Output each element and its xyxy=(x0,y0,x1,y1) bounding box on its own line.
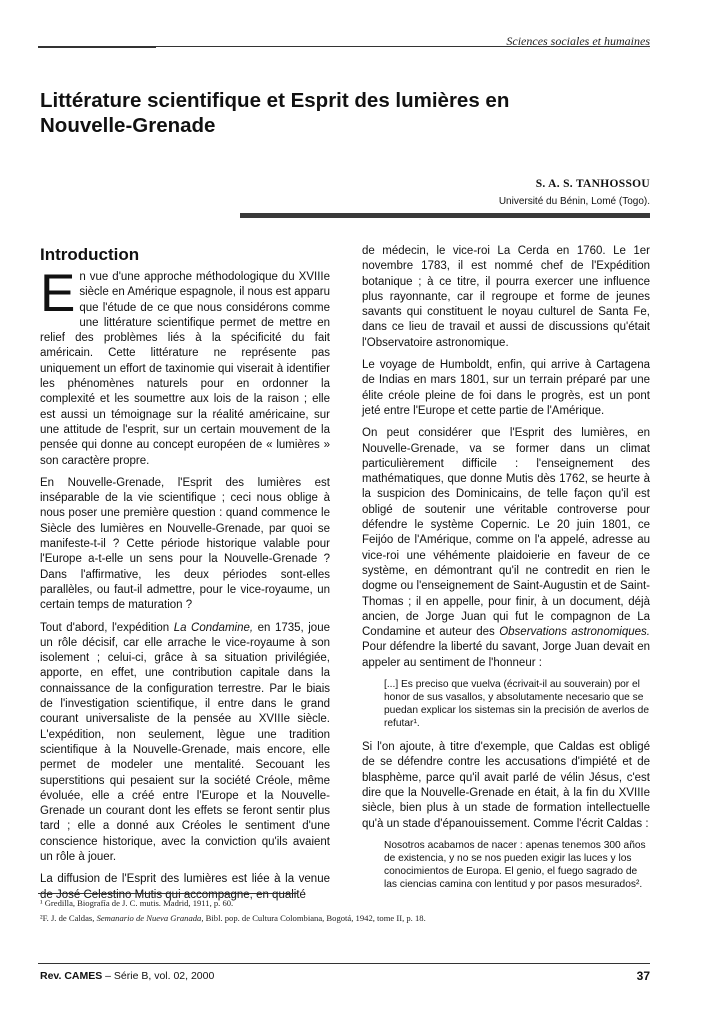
paragraph xyxy=(40,621,330,866)
paragraph-text: On peut considérer que l'Esprit des lumières, en Nouvelle-Grenade, va se former dans un climat particulièrement difficile : l'enseignement des mathématiques, que donne Mutis dès 1762, se heurte à la suspicion des Dominicains, de telle façon qu'il est obligé de soutenir une véritable controverse pour défendre le système Copernic. Le 20 juin 1801, ce Feijóo de l'Amérique, comme on l'a appelé, adresse au vice-roi une véhémente plaidoierie en faveur de ce système, en démontrant qu'il ne contredit en rien le dogme ou l'enseignement de Saint-Augustin et de Saint-Thomas ; il en appelle, pour finir, à un document, déjà ancien, de Jorge Juan qui fut le compagnon de La Condamine et auteur des xyxy=(362,427,650,639)
footnote-rule xyxy=(38,893,298,894)
footnote-1: ¹ Gredilla, Biografía de J. C. mutis. Madrid, 1911, p. 60. xyxy=(40,898,234,908)
journal-name: Rev. CAMES xyxy=(40,970,103,982)
section-heading: Introduction xyxy=(40,245,140,264)
article-title: Littérature scientifique et Esprit des lumières en Nouvelle-Grenade xyxy=(40,89,510,137)
paragraph: Si l'on ajoute, à titre d'exemple, que Caldas est obligé de se défendre contre les accusations d'impiété et de blasphème, parce qu'il avait parlé de vélin Jésus, c'est dire que la Nouvelle-Grenade en était, à la fin du XVIIIe siècle, bien plus à un stade de formation intellectuelle qu'à un stade d'épanouissement. Comme l'écrit Caldas : xyxy=(362,741,650,830)
paragraph-text: Tout d'abord, l'expédition xyxy=(40,621,174,634)
paragraph-text: n vue d'une approche méthodologique du XVIIIe siècle en Amérique espagnole, il nous est apparu que l'étude de ce que nous considérons comme une littérature scientifique permet de mettre en relief des problèmes liés à la spécificité du fait américain. Cette littérature ne représente pas uniquement un effort de taxinomie qui viserait à identifier les phénomènes naturels pour en ordonner la complexité et les soumettre aux lois de la raison ; elle est aussi un témoignage sur la réalité américaine, sur une attitude de l'esprit, sur un certain mouvement de la pensée qui donne au concept européen de « lumières » son caractère propre. xyxy=(40,271,330,467)
italic-title: La Condamine, xyxy=(173,621,254,634)
title-divider xyxy=(240,213,650,218)
paragraph: En Nouvelle-Grenade, l'Esprit des lumières est inséparable de la vie scientifique ; ceci nous oblige à nous poser une première question : quand commence le Siècle des lumières en Nouvelle-Grenade, par quoi se manifeste-t-il ? Cette période historique valable pour l'Europe a-t-elle un sens pour la Nouvelle-Grenade ? Dans l'affirmative, les deux périodes sont-elles parallèles, ou faut-il admettre, pour le vice-royaume, un certain temps de maturation ? xyxy=(40,476,330,612)
journal-volume: – Série B, vol. 02, 2000 xyxy=(102,970,215,982)
paragraph: Le voyage de Humboldt, enfin, qui arrive à Cartagena de Indias en mars 1801, sur un terrain préparé par une élite créole pleine de foi dans le progrès, est un pont jeté entre l'Europe et cette partie de l'Amérique. xyxy=(362,359,650,417)
drop-cap: E xyxy=(40,264,76,323)
section-label: Sciences sociales et humaines xyxy=(506,34,650,48)
paragraph-text: en 1735, joue un rôle décisif, car elle arrache le vice-royaume à son isolement ; celui-ci, grâce à sa situation privilégiée, apporte, en effet, une contribution capitale dans la connaissance de la configuration terrestre. Par le biais de l'investigation scientifique, il entre dans le grand courant universaliste de la pensée au XVIIIe siècle. L'expédition, non seulement, lègue une tradition scientifique à la Nouvelle-Grenade, mais encore, elle permet de modeler une mentalité. Secouant les superstitions qui pesaient sur la société Créole, même évoluée, elle a créé entre l'Europe et la Nouvelle-Grenade un courant dont les effets se feront sentir plus tard ; elle a donné aux Créoles le sentiment d'une conscience historique, avec la conviction qu'ils avaient un rôle à jouer. xyxy=(40,621,330,863)
left-column xyxy=(40,264,330,910)
right-column xyxy=(362,244,650,901)
author-affiliation: Université du Bénin, Lomé (Togo). xyxy=(498,196,650,207)
paragraph xyxy=(40,264,330,469)
author-name: S. A. S. TANHOSSOU xyxy=(535,178,650,190)
paragraph-text: Pour défendre la liberté du savant, Jorge Juan devait en appeler au sentiment de l'honneur : xyxy=(362,641,650,669)
paragraph: de médecin, le vice-roi La Cerda en 1760. Le 1er novembre 1783, il est nommé chef de l'Expédition botanique ; à ce titre, il pourra exercer une influence plus rayonnante, car il regroupe et forme de jeunes savants qui constituent le noyau culturel de Santa Fe, dans ce lieu de travail et aussi de discussions qu'était l'Observatoire astronomique. xyxy=(362,245,650,349)
italic-title: Observations astronomiques. xyxy=(499,626,650,639)
footnote-text: Bibl. pop. de Cultura Colombiana, Bogotá, 1942, tome II, p. 18. xyxy=(203,913,426,923)
footnote-2 xyxy=(40,913,426,923)
paragraph xyxy=(362,426,650,671)
footnote-text: ²F. J. de Caldas, xyxy=(40,913,97,923)
block-quote: Nosotros acabamos de nacer : apenas tenemos 300 años de existencia, y no se nos pueden exigir las luces y los conocimientos de Europa. El genio, el fuego sagrado de las ciencias camina con lentitud y por pasos mesurados². xyxy=(384,839,646,890)
footer-rule xyxy=(38,963,650,964)
page-number: 37 xyxy=(636,969,650,983)
block-quote: [...] Es preciso que vuelva (écrivait-il au souverain) por el honor de sus vasallos, y absolutamente necesario que se puedan explicar los sistemas sin la precisión de averlos de refutar¹. xyxy=(384,679,650,730)
journal-citation xyxy=(40,970,214,982)
header-rule-accent xyxy=(38,46,156,48)
footnote-italic: Semanario de Nueva Granada, xyxy=(96,913,204,923)
paragraph: La diffusion de l'Esprit des lumières est liée à la venue de José Celestino Mutis qui accompagne, en qualité xyxy=(40,873,330,901)
